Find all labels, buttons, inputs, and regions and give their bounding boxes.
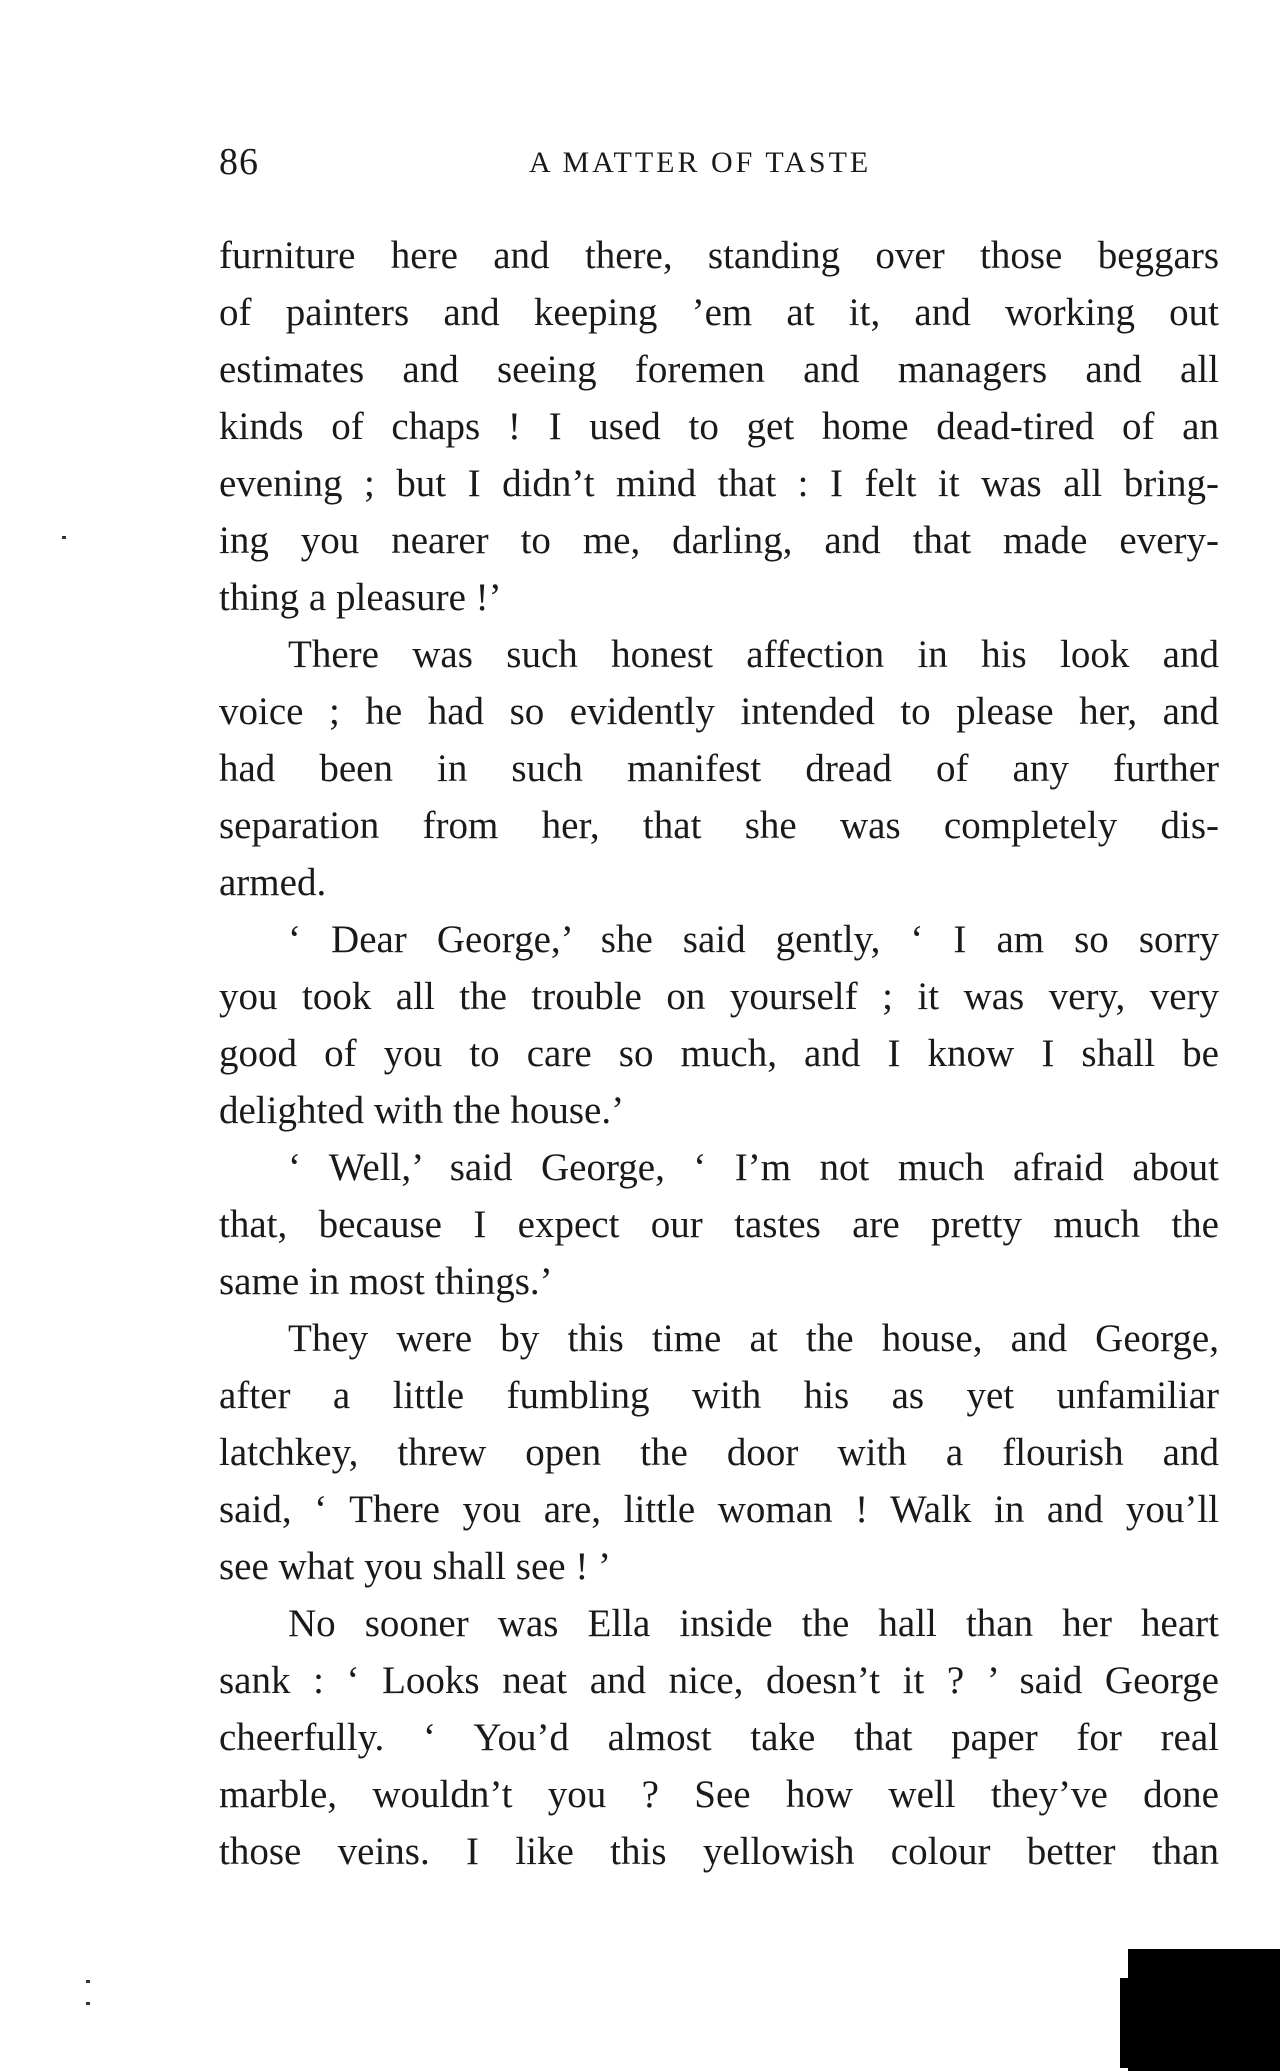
body-text [219, 227, 1219, 1880]
scan-blot [1128, 1949, 1280, 2071]
paragraph-3 [219, 911, 1219, 1139]
text-line: see what you shall see ! ’ [219, 1545, 612, 1588]
text-line: There was such honest affection in his look and [288, 633, 1219, 676]
text-line: those veins. I like this yellowish colour better than [219, 1830, 1219, 1873]
text-line: delighted with the house.’ [219, 1089, 625, 1132]
paragraph-5 [219, 1310, 1219, 1595]
text-line: after a little fumbling with his as yet unfamiliar [219, 1374, 1219, 1417]
text-line: had been in such manifest dread of any further [219, 747, 1219, 790]
text-line: ‘ Well,’ said George, ‘ I’m not much afraid about [288, 1146, 1219, 1189]
text-line: ing you nearer to me, darling, and that made every- [219, 519, 1219, 562]
text-line: latchkey, threw open the door with a flourish and [219, 1431, 1219, 1474]
text-line: of painters and keeping ’em at it, and working out [219, 291, 1219, 334]
text-line: good of you to care so much, and I know I shall be [219, 1032, 1219, 1075]
text-line: separation from her, that she was completely dis- [219, 804, 1219, 847]
text-line: said, ‘ There you are, little woman ! Walk in and you’ll [219, 1488, 1219, 1531]
text-line: ‘ Dear George,’ she said gently, ‘ I am so sorry [288, 918, 1219, 961]
text-line: you took all the trouble on yourself ; it was very, very [219, 975, 1219, 1018]
paragraph-1 [219, 227, 1219, 626]
text-line: They were by this time at the house, and George, [288, 1317, 1219, 1360]
scan-speck [86, 1980, 90, 1983]
scan-blot [1120, 1978, 1132, 2068]
text-line: No sooner was Ella inside the hall than her heart [288, 1602, 1219, 1645]
text-line: cheerfully. ‘ You’d almost take that paper for real [219, 1716, 1219, 1759]
scan-speck [86, 2002, 90, 2005]
text-line: same in most things.’ [219, 1260, 553, 1303]
text-line: furniture here and there, standing over those beggars [219, 234, 1219, 277]
paragraph-6 [219, 1595, 1219, 1880]
paragraph-4 [219, 1139, 1219, 1310]
running-head [219, 140, 1219, 190]
running-title: A MATTER OF TASTE [529, 146, 872, 179]
page-number: 86 [219, 141, 259, 183]
text-line: armed. [219, 861, 327, 904]
text-line: voice ; he had so evidently intended to please her, and [219, 690, 1219, 733]
text-line: kinds of chaps ! I used to get home dead-tired of an [219, 405, 1219, 448]
text-line: marble, wouldn’t you ? See how well they’ve done [219, 1773, 1219, 1816]
text-line: estimates and seeing foremen and managers and all [219, 348, 1219, 391]
paragraph-2 [219, 626, 1219, 911]
scan-speck [62, 536, 66, 539]
text-line: evening ; but I didn’t mind that : I felt it was all bring- [219, 462, 1219, 505]
text-line: thing a pleasure !’ [219, 576, 502, 619]
text-line: that, because I expect our tastes are pretty much the [219, 1203, 1219, 1246]
text-line: sank : ‘ Looks neat and nice, doesn’t it ? ’ said George [219, 1659, 1219, 1702]
